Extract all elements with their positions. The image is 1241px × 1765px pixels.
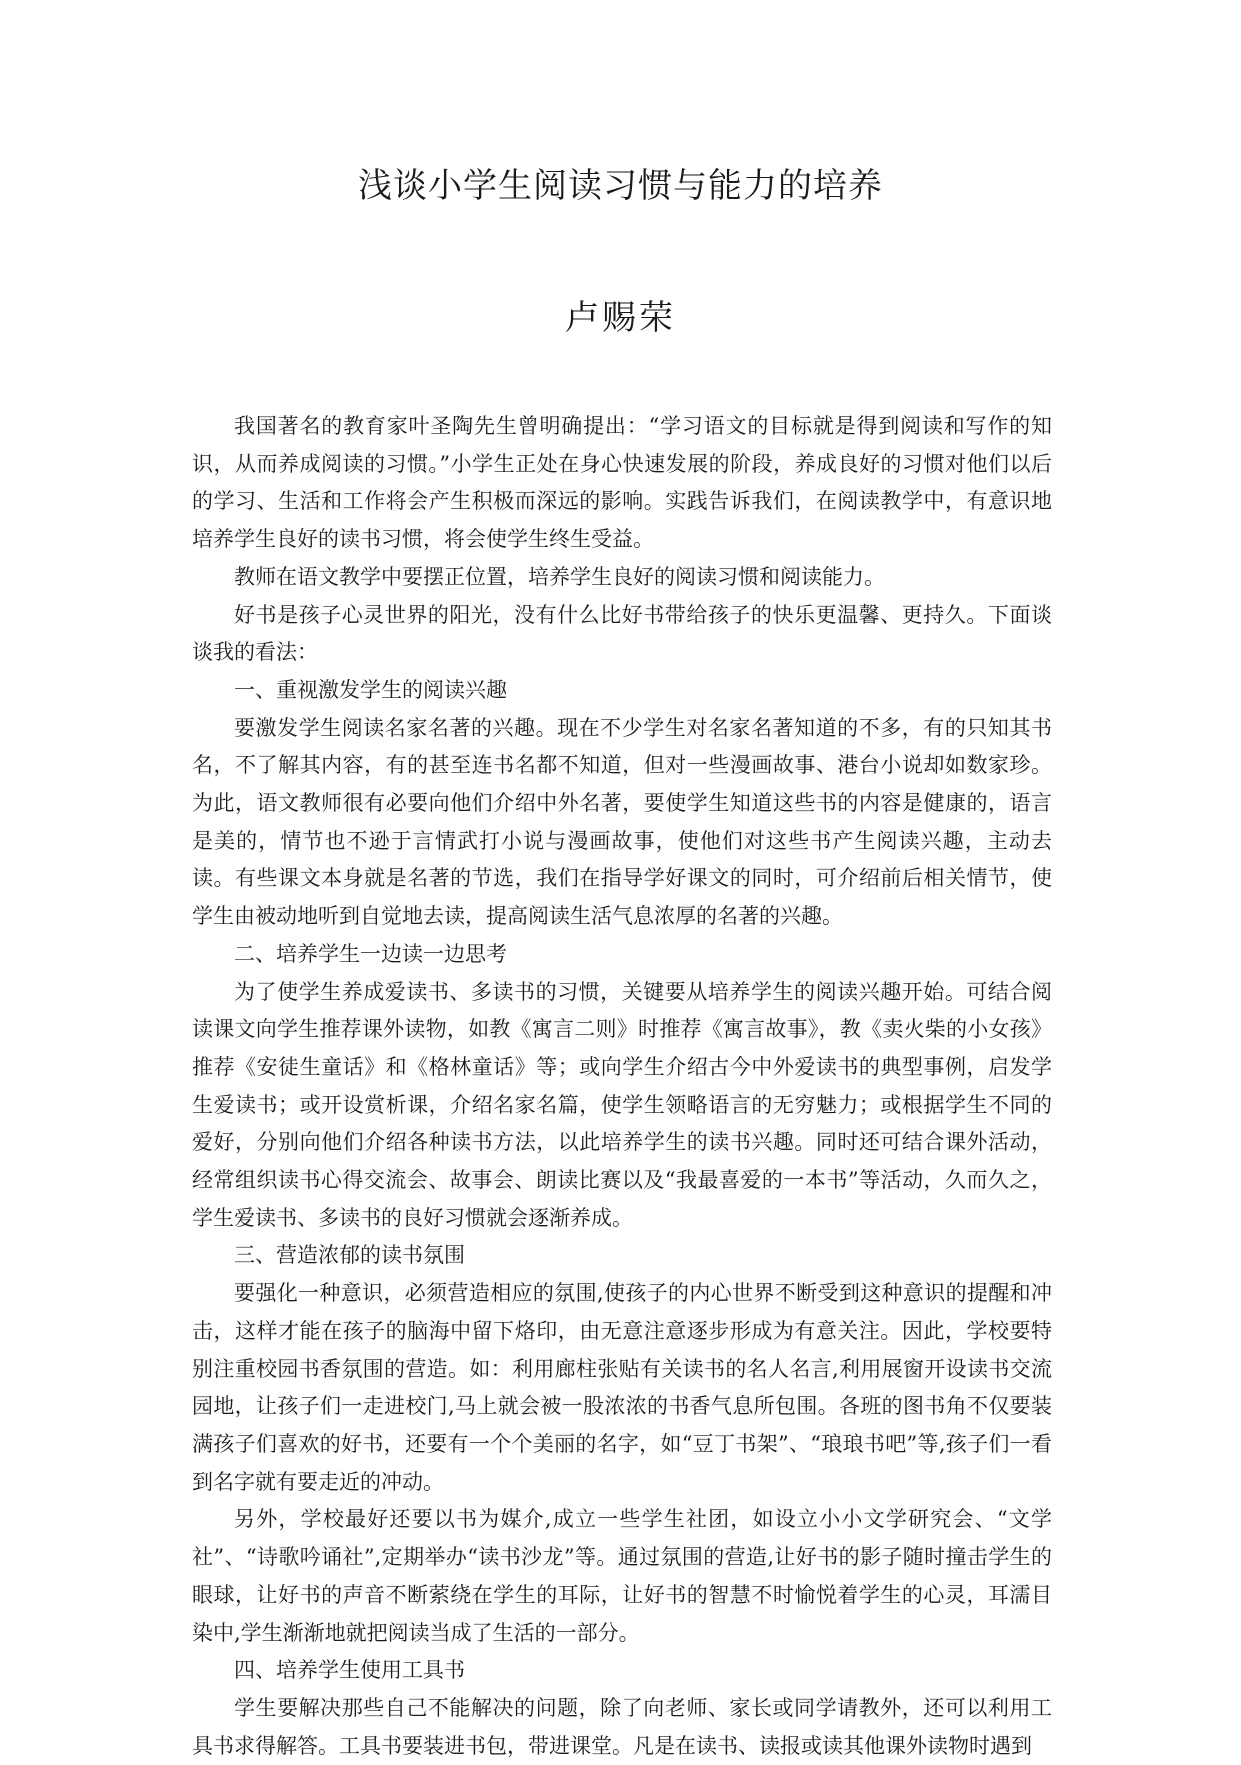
paragraph-position: 教师在语文教学中要摆正位置，培养学生良好的阅读习惯和阅读能力。 (234, 564, 885, 589)
document-author: 卢赐荣 (565, 298, 676, 338)
paragraph-views: 好书是孩子心灵世界的阳光，没有什么比好书带给孩子的快乐更温馨、更持久。下面谈谈我的看法： (192, 602, 1052, 665)
paragraph-section-3b: 另外，学校最好还要以书为媒介,成立一些学生社团，如设立小小文学研究会、“文学社”、“诗歌吟诵社”,定期举办“读书沙龙”等。通过氛围的营造,让好书的影子随时撞击学生的眼球，让好书的声音不断萦绕在学生的耳际，让好书的智慧不时愉悦着学生的心灵，耳濡目染中,学生渐渐地就把阅读当成了生活的一部分。 (192, 1507, 1052, 1645)
section-heading-3: 三、营造浓郁的读书氛围 (234, 1243, 465, 1268)
document-body (192, 408, 1052, 1765)
paragraph-section-3a: 要强化一种意识，必须营造相应的氛围,使孩子的内心世界不断受到这种意识的提醒和冲击，这样才能在孩子的脑海中留下烙印，由无意注意逐步形成为有意关注。因此，学校要特别注重校园书香氛围的营造。如：利用廊柱张贴有关读书的名人名言,利用展窗开设读书交流园地，让孩子们一走进校门,马上就会被一股浓浓的书香气息所包围。各班的图书角不仅要装满孩子们喜欢的好书，还要有一个个美丽的名字，如“豆丁书架”、“琅琅书吧”等,孩子们一看到名字就有要走近的冲动。 (192, 1281, 1052, 1494)
section-heading-4: 四、培养学生使用工具书 (234, 1658, 465, 1683)
section-heading-2: 二、培养学生一边读一边思考 (234, 941, 507, 966)
section-heading-1: 一、重视激发学生的阅读兴趣 (234, 677, 507, 702)
document-title: 浅谈小学生阅读习惯与能力的培养 (358, 166, 883, 206)
paragraph-section-2: 为了使学生养成爱读书、多读书的习惯，关键要从培养学生的阅读兴趣开始。可结合阅读课文向学生推荐课外读物，如教《寓言二则》时推荐《寓言故事》，教《卖火柴的小女孩》推荐《安徒生童话》和《格林童话》等；或向学生介绍古今中外爱读书的典型事例，启发学生爱读书；或开设赏析课，介绍名家名篇，使学生领略语言的无穷魅力；或根据学生不同的爱好，分别向他们介绍各种读书方法，以此培养学生的读书兴趣。同时还可结合课外活动，经常组织读书心得交流会、故事会、朗读比赛以及“我最喜爱的一本书”等活动，久而久之，学生爱读书、多读书的良好习惯就会逐渐养成。 (192, 979, 1052, 1230)
paragraph-section-4: 学生要解决那些自己不能解决的问题，除了向老师、家长或同学请教外，还可以利用工具书求得解答。工具书要装进书包，带进课堂。凡是在读书、读报或读其他课外读物时遇到 (192, 1695, 1052, 1758)
paragraph-intro: 我国著名的教育家叶圣陶先生曾明确提出：“学习语文的目标就是得到阅读和写作的知识，从而养成阅读的习惯。”小学生正处在身心快速发展的阶段，养成良好的习惯对他们以后的学习、生活和工作将会产生积极而深远的影响。实践告诉我们，在阅读教学中，有意识地培养学生良好的读书习惯，将会使学生终生受益。 (192, 414, 1052, 552)
paragraph-section-1: 要激发学生阅读名家名著的兴趣。现在不少学生对名家名著知道的不多，有的只知其书名，不了解其内容，有的甚至连书名都不知道，但对一些漫画故事、港台小说却如数家珍。为此，语文教师很有必要向他们介绍中外名著，要使学生知道这些书的内容是健康的，语言是美的，情节也不逊于言情武打小说与漫画故事，使他们对这些书产生阅读兴趣，主动去读。有些课文本身就是名著的节选，我们在指导学好课文的同时，可介绍前后相关情节，使学生由被动地听到自觉地去读，提高阅读生活气息浓厚的名著的兴趣。 (192, 715, 1052, 929)
